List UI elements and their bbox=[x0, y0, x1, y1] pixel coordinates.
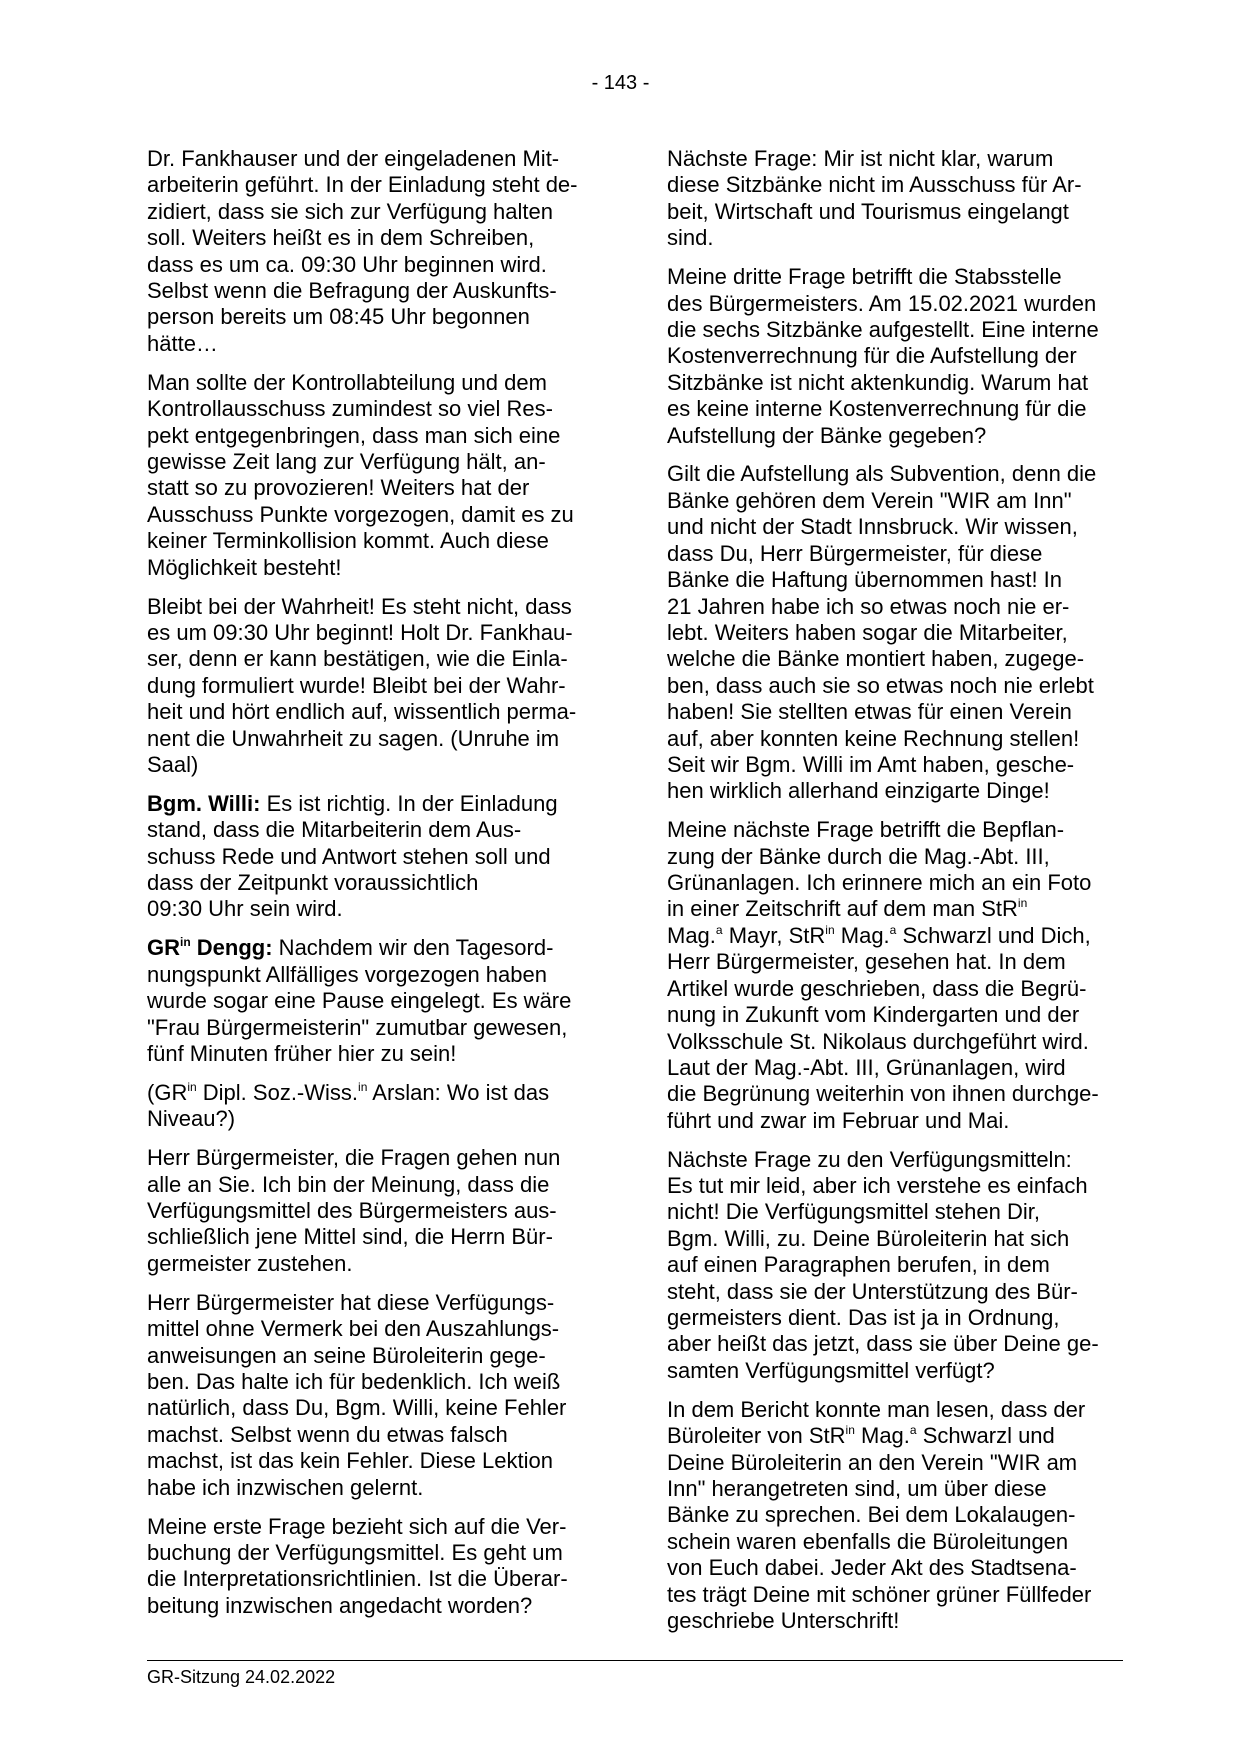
text-line: ser, denn er kann bestätigen, wie die Einla- bbox=[147, 646, 568, 672]
left-column-paragraph bbox=[147, 1080, 605, 1133]
right-column-paragraph bbox=[667, 1397, 1133, 1635]
text-line: Aufstellung der Bänke gegeben? bbox=[667, 422, 987, 448]
text-line: aber heißt das jetzt, dass sie über Deine ge- bbox=[667, 1331, 1099, 1357]
text-line: beit, Wirtschaft und Tourismus eingelangt bbox=[667, 198, 1069, 224]
text-line: hätte… bbox=[147, 330, 218, 356]
text-line: Meine dritte Frage betrifft die Stabsstelle bbox=[667, 264, 1062, 290]
text-line: "Frau Bürgermeisterin" zumutbar gewesen, bbox=[147, 1014, 568, 1040]
left-column-paragraph bbox=[147, 935, 605, 1067]
text-line: germeister zustehen. bbox=[147, 1250, 353, 1276]
left-column bbox=[147, 146, 605, 1632]
text-line: Bänke gehören dem Verein "WIR am Inn" bbox=[667, 487, 1072, 513]
text-line: es um 09:30 Uhr beginnt! Holt Dr. Fankhau- bbox=[147, 619, 573, 645]
text-line: anweisungen an seine Büroleiterin gege- bbox=[147, 1342, 546, 1368]
text-line: Bleibt bei der Wahrheit! Es steht nicht, dass bbox=[147, 593, 572, 619]
text-line: ($GR^{in}$ Dipl. Soz.-Wiss.$^{in}$ Arslan: Wo ist das bbox=[147, 1079, 550, 1105]
left-column-paragraph bbox=[147, 791, 605, 923]
text-line: dass der Zeitpunkt voraussichtlich bbox=[147, 870, 479, 896]
text-line: keiner Terminkollision kommt. Auch diese bbox=[147, 528, 549, 554]
text-line: 09:30 Uhr sein wird. bbox=[147, 896, 343, 922]
text-line: nicht! Die Verfügungsmittel stehen Dir, bbox=[667, 1199, 1040, 1225]
text-line: Grünanlagen. Ich erinnere mich an ein Foto bbox=[667, 870, 1092, 896]
text-line: samten Verfügungsmittel verfügt? bbox=[667, 1357, 995, 1383]
text-line: Verfügungsmittel des Bürgermeisters aus- bbox=[147, 1198, 557, 1224]
text-line: Herr Bürgermeister, gesehen hat. In dem bbox=[667, 949, 1066, 975]
text-line: alle an Sie. Ich bin der Meinung, dass die bbox=[147, 1171, 550, 1197]
text-line: Volksschule St. Nikolaus durchgeführt wird. bbox=[667, 1028, 1089, 1054]
left-column-paragraph bbox=[147, 1145, 605, 1277]
text-line: beitung inzwischen angedacht worden? bbox=[147, 1592, 533, 1618]
right-column-paragraph bbox=[667, 1147, 1133, 1385]
text-line: ben, dass auch sie so etwas noch nie erlebt bbox=[667, 672, 1094, 698]
right-column bbox=[667, 146, 1133, 1647]
text-line: $GR^{in}$ Dengg: Nachdem wir den Tagesord- bbox=[147, 935, 554, 961]
text-line: Sitzbänke ist nicht aktenkundig. Warum hat bbox=[667, 369, 1089, 395]
text-line: Deine Büroleiterin an den Verein "WIR am bbox=[667, 1449, 1078, 1475]
text-line: die Begrünung weiterhin von ihnen durchge- bbox=[667, 1081, 1099, 1107]
text-line: tes trägt Deine mit schöner grüner Füllfeder bbox=[667, 1581, 1092, 1607]
footer-divider bbox=[147, 1660, 1123, 1661]
text-line: es keine interne Kostenverrechnung für die bbox=[667, 396, 1087, 422]
text-line: Artikel wurde geschrieben, dass die Begrü- bbox=[667, 975, 1087, 1001]
text-line: Kontrollausschuss zumindest so viel Res- bbox=[147, 396, 553, 422]
left-column-paragraph bbox=[147, 1514, 605, 1620]
text-line: des Bürgermeisters. Am 15.02.2021 wurden bbox=[667, 290, 1097, 316]
text-line: lebt. Weiters haben sogar die Mitarbeiter, bbox=[667, 619, 1068, 645]
text-line: Es tut mir leid, aber ich verstehe es einfach bbox=[667, 1173, 1088, 1199]
text-line: Niveau?) bbox=[147, 1106, 236, 1132]
text-line: schuss Rede und Antwort stehen soll und bbox=[147, 843, 551, 869]
footer-session-date: GR-Sitzung 24.02.2022 bbox=[147, 1667, 336, 1687]
text-line: schließlich jene Mittel sind, die Herrn Bür- bbox=[147, 1224, 553, 1250]
text-line: Bgm. Willi: Es ist richtig. In der Einladung bbox=[147, 790, 558, 816]
text-line: In dem Bericht konnte man lesen, dass der bbox=[667, 1396, 1086, 1422]
text-line: arbeiterin geführt. In der Einladung steht de- bbox=[147, 172, 578, 198]
text-line: buchung der Verfügungsmittel. Es geht um bbox=[147, 1539, 563, 1565]
text-line: heit und hört endlich auf, wissentlich perma- bbox=[147, 699, 577, 725]
right-column-paragraph bbox=[667, 264, 1133, 449]
left-column-paragraph bbox=[147, 1290, 605, 1501]
text-line: auf, aber konnten keine Rechnung stellen! bbox=[667, 725, 1080, 751]
text-line: auf einen Paragraphen berufen, in dem bbox=[667, 1252, 1050, 1278]
text-line: pekt entgegenbringen, dass man sich eine bbox=[147, 422, 561, 448]
text-line: Nächste Frage: Mir ist nicht klar, warum bbox=[667, 146, 1054, 171]
text-line: dass Du, Herr Bürgermeister, für diese bbox=[667, 540, 1043, 566]
text-line: machst. Selbst wenn du etwas falsch bbox=[147, 1421, 508, 1447]
text-line: stand, dass die Mitarbeiterin dem Aus- bbox=[147, 817, 522, 843]
text-line: Nächste Frage zu den Verfügungsmitteln: bbox=[667, 1146, 1072, 1172]
text-line: dass es um ca. 09:30 Uhr beginnen wird. bbox=[147, 251, 547, 277]
text-line: Gilt die Aufstellung als Subvention, denn die bbox=[667, 461, 1097, 487]
text-line: in einer Zeitschrift auf dem man StR$^{in}$ bbox=[667, 896, 1028, 922]
text-line: nung in Zukunft vom Kindergarten und der bbox=[667, 1002, 1080, 1028]
text-line: ben. Das halte ich für bedenklich. Ich weiß bbox=[147, 1368, 561, 1394]
text-line: Saal) bbox=[147, 751, 199, 777]
left-column-paragraph bbox=[147, 146, 605, 357]
text-line: Büroleiter von StR$^{in}$ Mag.$^a$ Schwarzl und bbox=[667, 1423, 1055, 1449]
text-line: Bgm. Willi, zu. Deine Büroleiterin hat sich bbox=[667, 1225, 1070, 1251]
text-line: Möglichkeit besteht! bbox=[147, 554, 342, 580]
right-column-paragraph bbox=[667, 461, 1133, 804]
text-line: nent die Unwahrheit zu sagen. (Unruhe im bbox=[147, 725, 560, 751]
left-column-paragraph bbox=[147, 594, 605, 779]
text-line: 21 Jahren habe ich so etwas noch nie er- bbox=[667, 593, 1070, 619]
right-column-paragraph bbox=[667, 146, 1133, 252]
text-line: person bereits um 08:45 Uhr begonnen bbox=[147, 304, 530, 330]
text-line: Meine nächste Frage betrifft die Bepflan- bbox=[667, 817, 1065, 843]
text-line: Herr Bürgermeister hat diese Verfügungs- bbox=[147, 1289, 555, 1315]
text-line: diese Sitzbänke nicht im Ausschuss für Ar- bbox=[667, 172, 1082, 198]
text-line: hen wirklich allerhand einzigarte Dinge! bbox=[667, 778, 1050, 804]
text-line: haben! Sie stellten etwas für einen Verein bbox=[667, 699, 1072, 725]
text-line: Meine erste Frage bezieht sich auf die Ver- bbox=[147, 1513, 567, 1539]
text-line: Laut der Mag.-Abt. III, Grünanlagen, wird bbox=[667, 1054, 1066, 1080]
text-line: natürlich, dass Du, Bgm. Willi, keine Fehler bbox=[147, 1395, 567, 1421]
text-line: führt und zwar im Februar und Mai. bbox=[667, 1107, 1010, 1133]
text-line: und nicht der Stadt Innsbruck. Wir wissen, bbox=[667, 514, 1078, 540]
text-line: Kostenverrechnung für die Aufstellung der bbox=[667, 343, 1077, 369]
text-line: germeisters dient. Das ist ja in Ordnung, bbox=[667, 1305, 1060, 1331]
text-line: geschriebe Unterschrift! bbox=[667, 1608, 900, 1634]
text-line: mittel ohne Vermerk bei den Auszahlungs- bbox=[147, 1316, 560, 1342]
text-line: wurde sogar eine Pause eingelegt. Es wäre bbox=[147, 988, 572, 1014]
text-line: zidiert, dass sie sich zur Verfügung halten bbox=[147, 198, 554, 224]
text-line: die Interpretationsrichtlinien. Ist die Überar- bbox=[147, 1566, 568, 1592]
left-column-paragraph bbox=[147, 370, 605, 581]
text-line: Selbst wenn die Befragung der Auskunfts- bbox=[147, 278, 557, 304]
text-line: steht, dass sie der Unterstützung des Bür- bbox=[667, 1278, 1078, 1304]
text-line: welche die Bänke montiert haben, zugege- bbox=[667, 646, 1085, 672]
text-line: Man sollte der Kontrollabteilung und dem bbox=[147, 369, 547, 395]
page-number: - 143 - bbox=[591, 72, 650, 94]
text-line: sind. bbox=[667, 225, 714, 251]
text-line: von Euch dabei. Jeder Akt des Stadtsena- bbox=[667, 1555, 1077, 1581]
text-line: fünf Minuten früher hier zu sein! bbox=[147, 1041, 457, 1066]
text-line: habe ich inzwischen gelernt. bbox=[147, 1474, 424, 1500]
text-line: Bänke die Haftung übernommen hast! In bbox=[667, 567, 1063, 593]
text-line: zung der Bänke durch die Mag.-Abt. III, bbox=[667, 843, 1050, 869]
text-line: dung formuliert wurde! Bleibt bei der Wahr- bbox=[147, 672, 566, 698]
text-line: die sechs Sitzbänke aufgestellt. Eine interne bbox=[667, 316, 1099, 342]
text-line: machst, ist das kein Fehler. Diese Lektion bbox=[147, 1448, 553, 1474]
text-line: gewisse Zeit lang zur Verfügung hält, an- bbox=[147, 448, 546, 474]
text-line: Herr Bürgermeister, die Fragen gehen nun bbox=[147, 1145, 561, 1171]
text-line: Ausschuss Punkte vorgezogen, damit es zu bbox=[147, 501, 574, 527]
text-line: schein waren ebenfalls die Büroleitungen bbox=[667, 1528, 1069, 1554]
text-line: Inn" herangetreten sind, um über diese bbox=[667, 1476, 1047, 1501]
text-line: Dr. Fankhauser und der eingeladenen Mit- bbox=[147, 146, 560, 171]
text-line: Mag.$^a$ Mayr, StR$^{in}$ Mag.$^a$ Schwarzl und Dich, bbox=[667, 922, 1091, 948]
text-line: Seit wir Bgm. Willi im Amt haben, gesche- bbox=[667, 751, 1075, 777]
right-column-paragraph bbox=[667, 817, 1133, 1134]
text-line: nungspunkt Allfälliges vorgezogen haben bbox=[147, 961, 547, 987]
text-line: Bänke zu sprechen. Bei dem Lokalaugen- bbox=[667, 1502, 1076, 1528]
text-line: statt so zu provozieren! Weiters hat der bbox=[147, 475, 530, 501]
text-line: soll. Weiters heißt es in dem Schreiben, bbox=[147, 225, 535, 251]
